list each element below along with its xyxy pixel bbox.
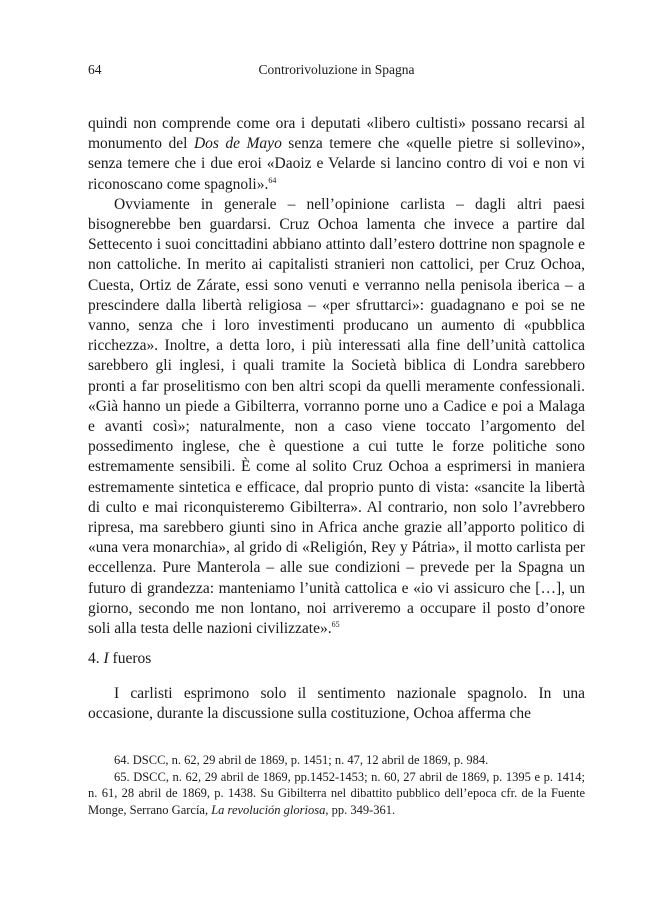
footnotes	[88, 752, 585, 818]
footnote-65: 65. DSCC, n. 62, 29 abril de 1869, pp.1452-1453; n. 60, 27 abril de 1869, p. 1395 e p. 1414; n. 61, 28 abril de 1869, p. 1438. Su Gibilterra nel dibattito pubblico dell’epoca cfr. de la Fuente Monge, Serrano García, La revolución gloriosa, pp. 349-361.	[88, 769, 585, 817]
running-title: Controrivoluzione in Spagna	[258, 62, 415, 77]
footnote-ref-65[interactable]: 65	[331, 620, 340, 630]
footnote-64: 64. DSCC, n. 62, 29 abril de 1869, p. 1451; n. 47, 12 abril de 1869, p. 984.	[114, 753, 489, 767]
page-header	[88, 62, 585, 82]
page-number: 64	[88, 62, 102, 77]
footnote-ref-64[interactable]: 64	[268, 175, 277, 185]
paragraph-2: Ovviamente in generale – nell’opinione carlista – dagli altri paesi bisognerebbe ben guardarsi. Cruz Ochoa lamenta che invece a partire dal Settecento i suoi concittadini abbiano attinto dall’estero dottrine non spagnole e non cattoliche. In merito ai capitalisti stranieri non cattolici, per Cruz Ochoa, Cuesta, Ortiz de Zárate, essi sono venuti e verranno nella penisola iberica – a prescindere dalla libertà religiosa – «per sfruttarci»: guadagnano e poi se ne vanno, senza che i loro investimenti producano un aumento di «pubblica ricchezza». Inoltre, a detta loro, i più interessati alla fine dell’unità cattolica sarebbero gli inglesi, i quali tramite la Società biblica di Londra sarebbero pronti a far proselitismo con ben altri scopi da quelli meramente confessionali. «Già hanno un piede a Gibilterra, vorranno porne uno a Cadice e poi a Malaga e avanti così»; naturalmente, non a caso viene toccato l’argomento del possedimento inglese, che è questione a cui tutte le forze politiche sono estremamente sensibili. È come al solito Cruz Ochoa a esprimersi in maniera estremamente sintetica e efficace, dal proprio punto di vista: «sancite la libertà di culto e mai riconquisteremo Gibilterra». Al contrario, non solo l’avrebbero ripresa, ma sarebbero giunti sino in Africa anche grazie all’apporto politico di «una vera monarchia», al grido di «Religión, Rey y Pátria», il motto carlista per eccellenza. Pure Manterola – alle sue condizioni – prevede per la Spagna un futuro di grandezza: manteniamo l’unità cattolica e «io vi assicuro che […], un giorno, secondo me non lontano, noi arriveremo a occupare il posto d’onore soli alla testa delle nazioni civilizzate».$^{65}$	[88, 195, 585, 638]
book-page	[88, 0, 585, 910]
body-text	[88, 114, 585, 639]
italic-title: Dos de Mayo	[193, 135, 282, 153]
paragraph-3: I carlisti esprimono solo il sentimento nazionale spagnolo. In una occasione, durante la discussione sulla costituzione, Ochoa afferma che	[88, 685, 585, 723]
section-body	[88, 684, 585, 724]
paragraph-1: quindi non comprende come ora i deputati «libero cultisti» possano recarsi al monumento del Dos de Mayo senza temere che «quelle pietre si sollevino», senza temere che i due eroi «Daoiz e Velarde si lancino contro di voi e non vi riconoscano come spagnoli».$^{64}$	[88, 115, 585, 193]
section-heading: 4. I fueros	[88, 650, 152, 667]
